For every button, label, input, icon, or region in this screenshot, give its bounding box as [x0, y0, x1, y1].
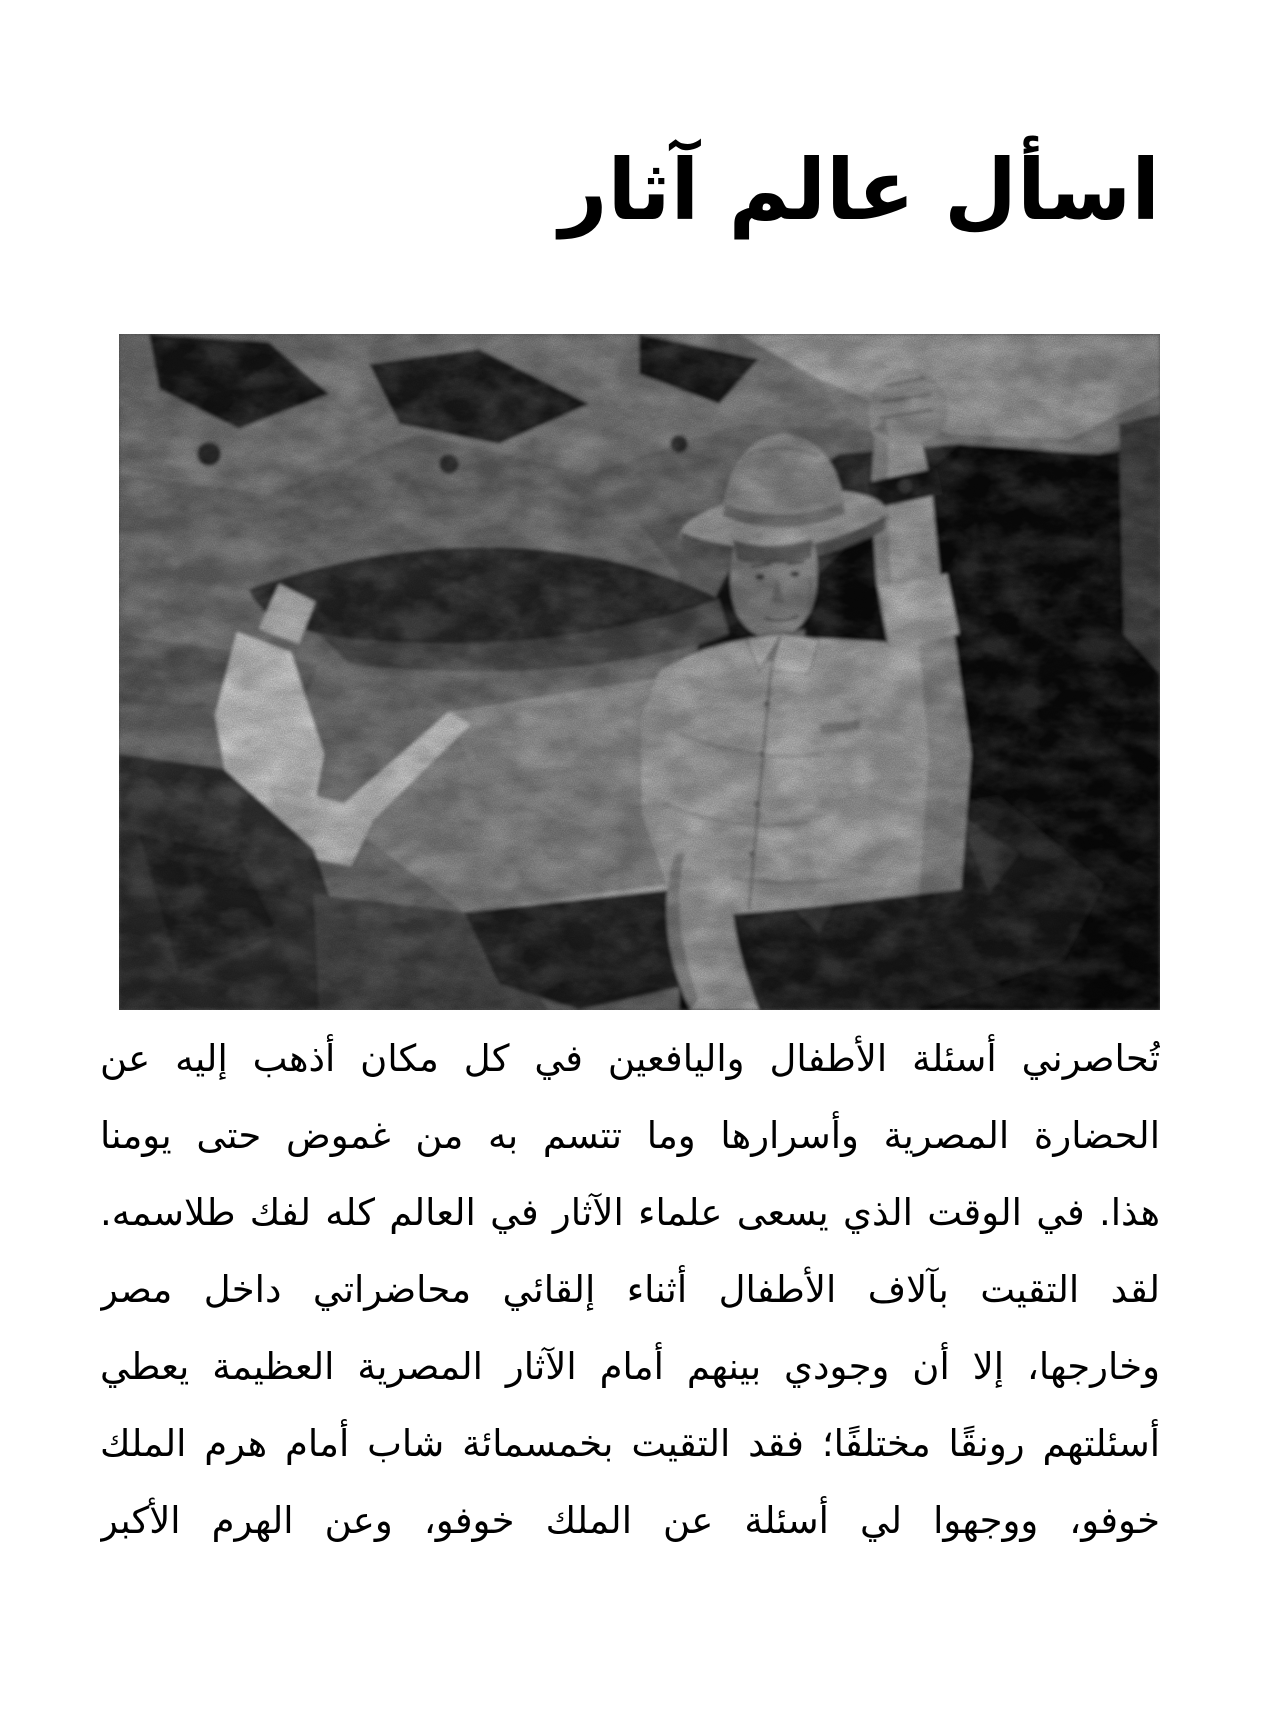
- text-line: خوفو، ووجهوا لي أسئلة عن الملك خوفو، وعن الهرم الأكبر: [100, 1499, 1160, 1542]
- body-text: [100, 1020, 1160, 1559]
- page-title: اسأل عالم آثار: [559, 141, 1160, 239]
- text-line: هذا. في الوقت الذي يسعى علماء الآثار في العالم كله لفك طلاسمه.: [100, 1191, 1160, 1234]
- page-content: [100, 0, 1160, 1730]
- text-line: لقد التقيت بآلاف الأطفال أثناء إلقائي محاضراتي داخل مصر: [100, 1268, 1160, 1311]
- text-line: أسئلتهم رونقًا مختلفًا؛ فقد التقيت بخمسمائة شاب أمام هرم الملك: [100, 1422, 1160, 1465]
- archaeologist-photo: [119, 334, 1160, 1010]
- text-line: تُحاصرني أسئلة الأطفال واليافعين في كل مكان أذهب إليه عن: [100, 1037, 1160, 1080]
- vignette: [119, 334, 1160, 1010]
- paragraph-1: [100, 1020, 1160, 1251]
- tomb-photo-illustration: [119, 334, 1160, 1010]
- text-line: وخارجها، إلا أن وجودي بينهم أمام الآثار المصرية العظيمة يعطي: [100, 1345, 1160, 1388]
- text-line: الحضارة المصرية وأسرارها وما تتسم به من غموض حتى يومنا: [100, 1114, 1160, 1157]
- paragraph-2: [100, 1251, 1160, 1559]
